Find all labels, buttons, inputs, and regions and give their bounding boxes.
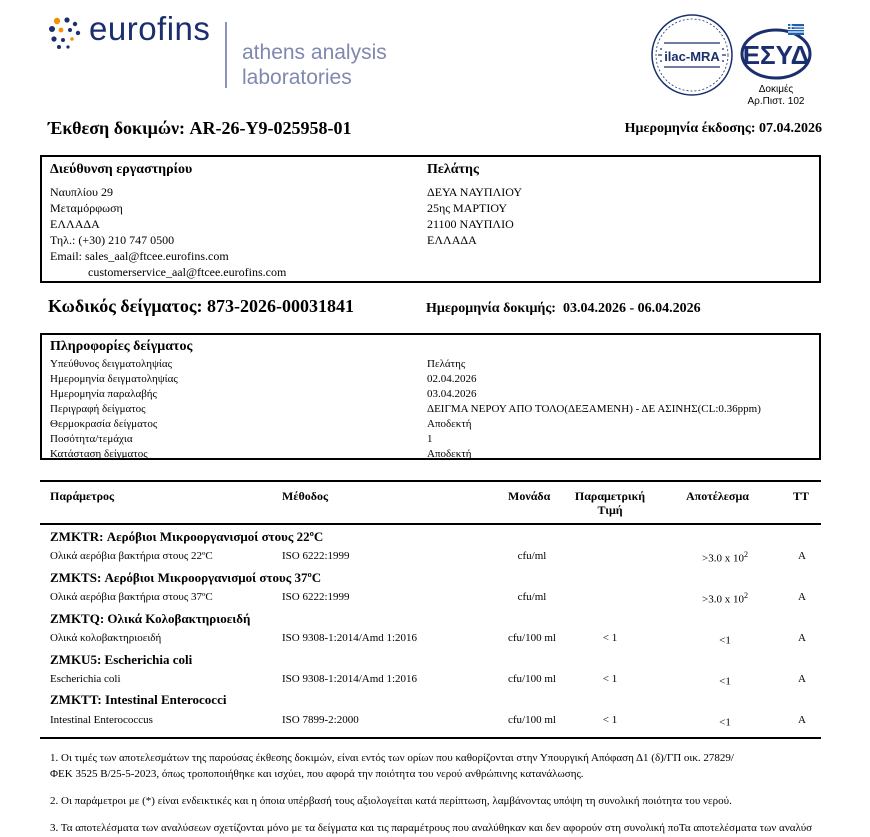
sample-info-value: ΔΕΙΓΜΑ ΝΕΡΟΥ ΑΠΟ ΤΟΛΟ(ΔΕΞΑΜΕΝΗ) - ΔΕ ΑΣΙΝΗΣ(CL:0.36ppm) <box>427 403 761 415</box>
result-tt: A <box>798 632 806 644</box>
sample-info-label: Περιγραφή δείγματος <box>50 403 146 415</box>
lab-email-2: customerservice_aal@ftcee.eurofins.com <box>88 265 287 279</box>
sample-info-value: 02.04.2026 <box>427 373 477 385</box>
sample-info-row <box>50 357 810 372</box>
sample-info-box <box>40 333 821 460</box>
sample-info-row <box>50 402 810 417</box>
sample-info-label: Κατάσταση δείγματος <box>50 448 148 460</box>
result-unit: cfu/100 ml <box>508 714 556 726</box>
result-unit: cfu/100 ml <box>508 673 556 685</box>
esyd-logo-text: ΕΣΥΔ <box>742 40 810 70</box>
report-title: Έκθεση δοκιμών: AR-26-Y9-025958-01 <box>48 118 352 138</box>
result-value-base: >3.0 x 10 <box>702 552 744 565</box>
lab-email: Email: sales_aal@ftcee.eurofins.com <box>50 249 229 263</box>
col-header-param: Παράμετρος <box>50 489 115 503</box>
note-3: 3. Τα αποτελέσματα των αναλύσεων σχετίζονται μόνο με τα δείγματα και τις παραμέτρους που αναλύθηκαν και δεν αφορούν στη συνολική ποΤα αποτελέσματα των αναλύσ <box>50 822 813 834</box>
test-group-title: ZMKTT: Intestinal Enterococci <box>50 692 227 707</box>
sample-info-row <box>50 372 810 387</box>
result-value <box>670 550 780 565</box>
client-section <box>427 162 522 248</box>
sample-info-value: 03.04.2026 <box>427 388 477 400</box>
result-value <box>670 632 780 647</box>
sample-info-value: Αποδεκτή <box>427 418 472 430</box>
sample-info-rows <box>50 357 810 462</box>
result-value-exp: 2 <box>743 591 748 600</box>
client-line: 21100 ΝΑΥΠΛΙΟ <box>427 217 514 231</box>
note-2: 2. Οι παράμετροι με (*) είναι ενδεικτικές και η όποια υπέρβασή τους αξιολογείται κατά περίπτωση, λαμβάνοντας υπόψη τη συνολική ποιότητα του νερού. <box>50 795 732 807</box>
lab-phone: Τηλ.: (+30) 210 747 0500 <box>50 233 175 247</box>
result-tt: A <box>798 714 806 726</box>
result-param-value: < 1 <box>602 673 618 685</box>
test-group-title: ZMKU5: Escherichia coli <box>50 652 193 667</box>
lab-address-heading: Διεύθυνση εργαστηρίου <box>50 162 193 177</box>
lab-name-line1: athens analysis <box>242 41 387 64</box>
greek-flag-icon <box>788 24 804 35</box>
col-header-param-value-line1: Παραμετρική <box>574 489 646 503</box>
esyd-caption-line2: Αρ.Πιστ. 102 <box>747 96 805 107</box>
brand-name: eurofins <box>89 10 211 47</box>
result-value <box>670 591 780 606</box>
sample-info-label: Ημερομηνία παραλαβής <box>50 388 157 400</box>
esyd-caption-line1: Δοκιμές <box>758 84 794 95</box>
sample-info-value: Πελάτης <box>427 358 466 370</box>
sample-code: Κωδικός δείγματος: 873-2026-00031841 <box>48 296 354 316</box>
lab-address-line: Ναυπλίου 29 <box>50 185 113 199</box>
result-method: ISO 9308-1:2014/Amd 1:2016 <box>282 632 418 644</box>
col-header-method: Μέθοδος <box>282 489 329 503</box>
sample-info-label: Ημερομηνία δειγματοληψίας <box>50 373 178 385</box>
client-line: ΕΛΛΑΔΑ <box>427 233 477 247</box>
sample-info-row <box>50 417 810 432</box>
address-client-box <box>40 155 821 283</box>
result-param-value: < 1 <box>602 714 618 726</box>
result-value-exp: 2 <box>743 550 748 559</box>
table-top-rule <box>40 480 821 482</box>
result-unit: cfu/ml <box>517 550 547 562</box>
result-method: ISO 6222:1999 <box>282 550 350 562</box>
col-header-param-value-line2: Τιμή <box>597 503 623 517</box>
test-date-label: Ημερομηνία δοκιμής: <box>426 301 556 316</box>
lab-name-line2: laboratories <box>242 66 352 89</box>
result-method: ISO 6222:1999 <box>282 591 350 603</box>
issue-date: Ημερομηνία έκδοσης: 07.04.2026 <box>624 121 822 136</box>
result-tt: A <box>798 673 806 685</box>
result-value-base: >3.0 x 10 <box>702 593 744 606</box>
sample-info-value: Αποδεκτή <box>427 448 472 460</box>
client-line: ΔΕΥΑ ΝΑΥΠΛΙΟΥ <box>427 185 523 199</box>
eurofins-logo-icon <box>48 16 82 50</box>
test-date-value: 03.04.2026 - 06.04.2026 <box>562 301 701 316</box>
col-header-tt: ΤΤ <box>793 489 810 503</box>
result-method: ISO 7899-2:2000 <box>282 714 359 726</box>
result-value-base: <1 <box>719 716 731 729</box>
test-group-title: ZMKTS: Αερόβιοι Μικροοργανισμοί στους 37ºC <box>50 570 322 585</box>
test-group-title: ZMKTQ: Ολικά Κολοβακτηριοειδή <box>50 611 251 626</box>
lab-name <box>242 40 387 90</box>
result-tt: A <box>798 591 806 603</box>
result-param-value: < 1 <box>602 632 618 644</box>
table-bottom-rule <box>40 737 821 739</box>
result-unit: cfu/ml <box>517 591 547 603</box>
ilac-mra-text: ilac-MRA <box>664 49 720 64</box>
result-param: Escherichia coli <box>50 673 121 685</box>
result-param: Ολικά αερόβια βακτήρια στους 22ºC <box>50 550 213 562</box>
note-1-line2: ΦΕΚ 3525 Β/25-5-2023, όπως τροποποιήθηκε και ισχύει, που αφορά την ποιότητα του νερού ανθρώπινης κατανάλωσης. <box>50 768 584 780</box>
lab-address-line: ΕΛΛΑΔΑ <box>50 217 100 231</box>
result-param: Intestinal Enterococcus <box>50 714 153 726</box>
result-value-base: <1 <box>719 675 731 688</box>
col-header-result: Αποτέλεσμα <box>686 489 749 503</box>
col-header-unit: Μονάδα <box>508 489 551 503</box>
sample-info-row <box>50 432 810 447</box>
sample-info-row <box>50 387 810 402</box>
sample-info-value: 1 <box>427 433 433 445</box>
col-header-param-value <box>565 489 655 517</box>
client-heading: Πελάτης <box>427 162 479 177</box>
result-method: ISO 9308-1:2014/Amd 1:2016 <box>282 673 418 685</box>
test-date <box>426 301 701 317</box>
result-param: Ολικά αερόβια βακτήρια στους 37ºC <box>50 591 213 603</box>
result-tt: A <box>798 550 806 562</box>
result-value <box>670 673 780 688</box>
sample-info-row <box>50 447 810 462</box>
sample-info-label: Υπεύθυνος δειγματοληψίας <box>50 358 173 370</box>
table-header-rule <box>40 523 821 525</box>
note-1-line1: 1. Οι τιμές των αποτελεσμάτων της παρούσας έκθεσης δοκιμών, είναι εντός των ορίων που καθορίζονται στην Υπουργική Απόφαση Δ1 (δ)/ΓΠ οικ. 27829/ <box>50 752 734 764</box>
client-line: 25ης ΜΑΡΤΙΟΥ <box>427 201 508 215</box>
result-param: Ολικά κολοβακτηριοειδή <box>50 632 162 644</box>
result-value <box>670 714 780 729</box>
lab-address-section <box>50 162 286 280</box>
result-value-base: <1 <box>719 634 731 647</box>
logo-divider <box>225 22 227 88</box>
sample-info-label: Θερμοκρασία δείγματος <box>50 418 158 430</box>
ilac-mra-logo-icon <box>650 13 734 97</box>
test-group-title: ZMKTR: Αερόβιοι Μικροοργανισμοί στους 22ºC <box>50 529 324 544</box>
result-unit: cfu/100 ml <box>508 632 556 644</box>
sample-info-label: Ποσότητα/τεμάχια <box>50 433 133 445</box>
esyd-caption <box>738 84 814 108</box>
lab-address-line: Μεταμόρφωση <box>50 201 123 215</box>
sample-info-heading: Πληροφορίες δείγματος <box>50 339 193 354</box>
